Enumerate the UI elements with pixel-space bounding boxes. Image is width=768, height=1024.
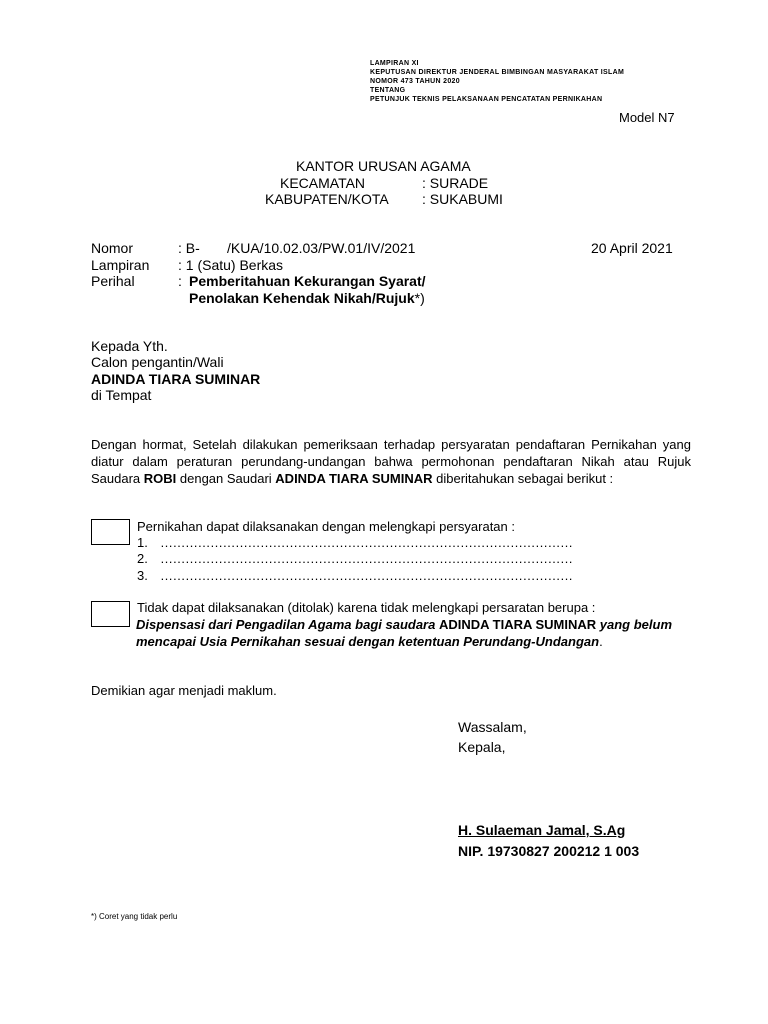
bride-name: ADINDA TIARA SUMINAR: [275, 471, 433, 486]
option-2-checkbox[interactable]: [91, 601, 130, 627]
rejection-reason: [136, 616, 676, 650]
option-1-checkbox[interactable]: [91, 519, 130, 545]
perihal-line-2: Penolakan Kehendak Nikah/Rujuk: [189, 290, 415, 306]
regency-label: KABUPATEN/KOTA: [265, 191, 389, 207]
office-name: KANTOR URUSAN AGAMA: [296, 158, 471, 174]
requirement-3-number: 3.: [137, 568, 148, 583]
requirement-2-number: 2.: [137, 551, 148, 566]
body-paragraph: [91, 436, 691, 487]
perihal-line-1: Pemberitahuan Kekurangan Syarat/: [189, 273, 426, 289]
closing-text: Demikian agar menjadi maklum.: [91, 683, 277, 698]
recipient-place: di Tempat: [91, 387, 152, 403]
district-value: : SURADE: [422, 175, 489, 191]
recipient-greeting: Kepada Yth.: [91, 338, 168, 354]
lampiran-value: : 1 (Satu) Berkas: [178, 257, 284, 273]
nomor-label: Nomor: [91, 240, 134, 256]
option-1-text: Pernikahan dapat dilaksanakan dengan melengkapi persyaratan :: [137, 519, 515, 534]
option-2-text: Tidak dapat dilaksanakan (ditolak) karena tidak melengkapi persaratan berupa :: [137, 600, 596, 615]
requirement-1-number: 1.: [137, 535, 148, 550]
attachment-line-2: KEPUTUSAN DIREKTUR JENDERAL BIMBINGAN MASYARAKAT ISLAM: [370, 69, 625, 76]
district-label: KECAMATAN: [280, 175, 366, 191]
body-text-a: Dengan hormat, Setelah dilakukan pemeriksaan terhadap persyaratan pendaftaran Pernikahan yang diatur dalam peraturan perundang-undangan bahwa permohonan pendaftaran Nikah atau Rujuk Saudara: [91, 437, 691, 486]
reason-text-a: Dispensasi dari Pengadilan Agama bagi saudara: [136, 617, 439, 632]
reason-end: .: [599, 634, 603, 649]
recipient-role: Calon pengantin/Wali: [91, 354, 224, 370]
letter-date: 20 April 2021: [591, 240, 673, 256]
attachment-line-1: LAMPIRAN XI: [370, 60, 419, 67]
reason-name: ADINDA TIARA SUMINAR: [438, 617, 597, 632]
reason-text-b: yang belum mencapai Usia Pernikahan sesuai dengan ketentuan Perundang-Undangan: [136, 617, 673, 649]
body-text-c: diberitahukan sebagai berikut :: [432, 471, 614, 486]
footnote: *) Coret yang tidak perlu: [91, 912, 178, 921]
attachment-line-4: TENTANG: [370, 87, 406, 94]
body-text-b: dengan Saudari: [176, 471, 276, 486]
perihal-line-2-wrap: [189, 290, 425, 307]
perihal-colon: :: [178, 273, 186, 289]
perihal-label: Perihal: [91, 273, 135, 289]
signatory-nip: NIP. 19730827 200212 1 003: [458, 843, 640, 859]
requirement-1-dots: ………………………………………………………………………………………: [160, 535, 573, 550]
attachment-line-5: PETUNJUK TEKNIS PELAKSANAAN PENCATATAN PERNIKAHAN: [370, 96, 603, 103]
signature-greeting: Wassalam,: [458, 719, 527, 735]
perihal-suffix: *): [414, 290, 425, 306]
nomor-value: : B- /KUA/10.02.03/PW.01/IV/2021: [178, 240, 416, 256]
model-label: Model N7: [619, 110, 675, 125]
lampiran-label: Lampiran: [91, 257, 150, 273]
signatory-name: H. Sulaeman Jamal, S.Ag: [458, 822, 626, 838]
requirement-3-dots: ………………………………………………………………………………………: [160, 568, 573, 583]
groom-name: ROBI: [143, 471, 177, 486]
requirement-2-dots: ………………………………………………………………………………………: [160, 551, 573, 566]
signature-title: Kepala,: [458, 739, 506, 755]
regency-value: : SUKABUMI: [422, 191, 503, 207]
recipient-name: ADINDA TIARA SUMINAR: [91, 371, 261, 387]
attachment-line-3: NOMOR 473 TAHUN 2020: [370, 78, 460, 85]
